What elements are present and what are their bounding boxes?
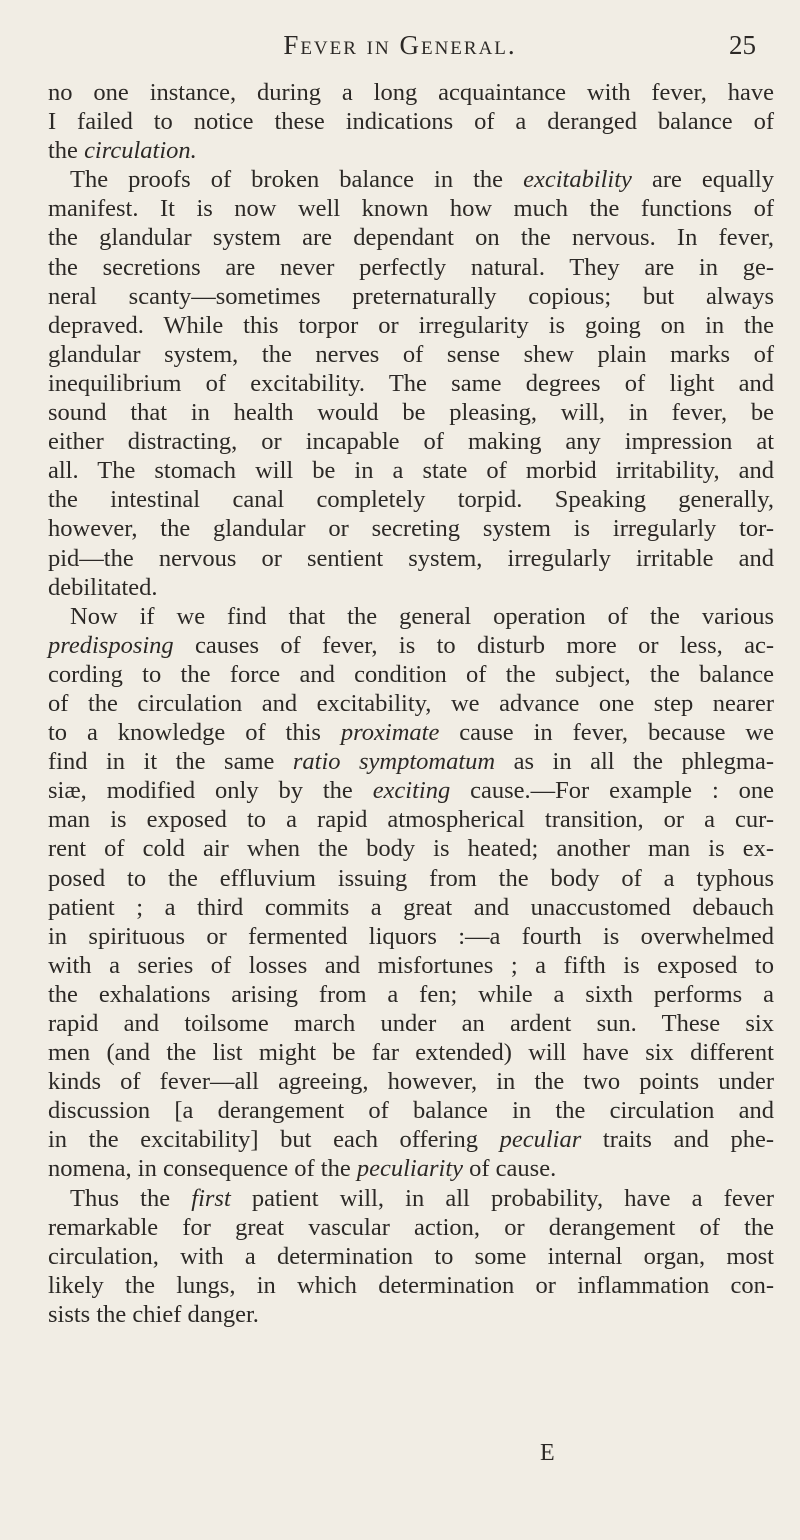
italic-run: excitability xyxy=(523,166,632,194)
text-run: the xyxy=(48,137,85,165)
text-run: nomena, in consequence of the xyxy=(48,1155,357,1183)
text-run: all. The stomach will be in a state of morbid irritability, and xyxy=(48,457,774,485)
text-line xyxy=(48,747,774,776)
text-line xyxy=(48,602,774,631)
text-line xyxy=(48,776,774,805)
text-run: neral scanty—sometimes preternaturally copious; but always xyxy=(48,282,774,310)
text-run: siæ, modified only by the xyxy=(48,777,373,805)
text-line xyxy=(48,398,774,427)
text-line xyxy=(48,340,774,369)
text-run: men (and the list might be far extended) will have six different xyxy=(48,1039,774,1067)
text-run: are equally xyxy=(631,166,774,194)
text-run: cause in fever, because we xyxy=(439,719,774,747)
text-line xyxy=(48,485,774,514)
text-line xyxy=(48,223,774,252)
text-run: to a knowledge of this xyxy=(48,719,341,747)
text-run: in the excitability] but each offering xyxy=(48,1126,500,1154)
text-run: man is exposed to a rapid atmospherical transition, or a cur- xyxy=(48,806,774,834)
text-line xyxy=(48,689,774,718)
text-run: manifest. It is now well known how much the functions of xyxy=(48,195,774,223)
italic-run: peculiar xyxy=(499,1126,582,1154)
text-run: causes of fever, is to disturb more or less, ac- xyxy=(173,631,774,659)
text-line xyxy=(48,456,774,485)
text-run: in spirituous or fermented liquors :—a fourth is overwhelmed xyxy=(48,922,774,950)
text-line xyxy=(48,427,774,456)
text-run: sound that in health would be pleasing, will, in fever, be xyxy=(48,399,774,427)
text-line xyxy=(48,718,774,747)
text-run: inequilibrium of excitability. The same degrees of light and xyxy=(48,369,774,397)
text-line xyxy=(48,893,774,922)
text-run: no one instance, during a long acquaintance with fever, have xyxy=(48,79,774,106)
text-run: patient will, in all probability, have a fever xyxy=(230,1184,775,1212)
text-run: either distracting, or incapable of making any impression at xyxy=(48,428,774,456)
text-line xyxy=(48,1213,774,1242)
text-run: posed to the effluvium issuing from the body of a typhous xyxy=(48,864,774,892)
text-run: depraved. While this torpor or irregularity is going on in the xyxy=(48,311,774,339)
text-line xyxy=(48,922,774,951)
italic-run: first xyxy=(191,1184,231,1212)
text-run: the exhalations arising from a fen; while a sixth performs a xyxy=(48,980,774,1008)
text-line xyxy=(48,1096,774,1125)
text-run: of the circulation and excitability, we advance one step nearer xyxy=(48,689,774,717)
text-line xyxy=(48,864,774,893)
text-line xyxy=(48,951,774,980)
text-run: The proofs of broken balance in the xyxy=(70,166,524,194)
text-line xyxy=(48,980,774,1009)
text-line xyxy=(48,194,774,223)
body-text xyxy=(48,78,774,1329)
text-line xyxy=(48,1154,774,1183)
text-run: Thus the xyxy=(70,1184,192,1212)
paragraph xyxy=(48,602,774,1184)
text-line xyxy=(48,1038,774,1067)
text-run: as in all the phlegma- xyxy=(495,748,774,776)
text-run: remarkable for great vascular action, or derangement of the xyxy=(48,1213,774,1241)
text-line xyxy=(48,165,774,194)
text-line xyxy=(48,1009,774,1038)
text-run: with a series of losses and misfortunes ; a fifth is exposed to xyxy=(48,951,774,979)
text-run: cording to the force and condition of the subject, the balance xyxy=(48,660,774,688)
text-line xyxy=(48,1271,774,1300)
text-run: the secretions are never perfectly natural. They are in ge- xyxy=(48,253,774,281)
text-line xyxy=(48,282,774,311)
text-run: I failed to notice these indications of a deranged balance of xyxy=(48,108,774,136)
italic-run: ratio symptomatum xyxy=(292,748,496,776)
text-run: of cause. xyxy=(463,1155,557,1183)
text-line xyxy=(48,107,774,136)
italic-run: exciting xyxy=(372,777,451,805)
text-run: traits and phe- xyxy=(581,1126,774,1154)
text-line xyxy=(48,311,774,340)
running-head xyxy=(0,30,800,70)
italic-run: predisposing xyxy=(48,631,174,659)
page-number: 25 xyxy=(729,30,756,60)
text-run: likely the lungs, in which determination or inflammation con- xyxy=(48,1271,774,1299)
text-line xyxy=(48,631,774,660)
text-line xyxy=(48,514,774,543)
text-line xyxy=(48,544,774,573)
text-run: the glandular system are dependant on the nervous. In fever, xyxy=(48,224,774,252)
text-line xyxy=(48,78,774,107)
italic-run: circulation. xyxy=(84,137,197,165)
text-run: cause.—For example : one xyxy=(450,777,775,805)
running-title: Fever in General. xyxy=(283,30,517,60)
text-run: find in it the same xyxy=(48,748,293,776)
text-run: patient ; a third commits a great and unaccustomed debauch xyxy=(48,893,774,921)
text-run: pid—the nervous or sentient system, irregularly irritable and xyxy=(48,544,774,572)
text-run: circulation, with a determination to some internal organ, most xyxy=(48,1242,774,1270)
text-line xyxy=(48,660,774,689)
text-line xyxy=(48,805,774,834)
signature-mark: E xyxy=(540,1440,555,1466)
text-run: glandular system, the nerves of sense shew plain marks of xyxy=(48,340,774,368)
italic-run: proximate xyxy=(340,719,440,747)
text-run: the intestinal canal completely torpid. Speaking generally, xyxy=(48,486,774,514)
paragraph xyxy=(48,165,774,601)
text-line xyxy=(48,1125,774,1154)
text-run: sists the chief danger. xyxy=(48,1300,259,1328)
text-run: rapid and toilsome march under an ardent sun. These six xyxy=(48,1010,774,1037)
paragraph xyxy=(48,78,774,165)
text-run: Now if we find that the general operation of the various xyxy=(70,602,774,630)
text-run: kinds of fever—all agreeing, however, in the two points under xyxy=(48,1068,774,1096)
text-line xyxy=(48,834,774,863)
text-line xyxy=(48,573,774,602)
text-run: discussion [a derangement of balance in the circulation and xyxy=(48,1097,774,1125)
text-run: rent of cold air when the body is heated; another man is ex- xyxy=(48,835,774,863)
text-line xyxy=(48,1242,774,1271)
text-line xyxy=(48,136,774,165)
text-run: however, the glandular or secreting system is irregularly tor- xyxy=(48,515,774,543)
text-line xyxy=(48,1300,774,1329)
text-line xyxy=(48,369,774,398)
text-line xyxy=(48,1067,774,1096)
text-line xyxy=(48,253,774,282)
paragraph xyxy=(48,1184,774,1329)
italic-run: peculiarity xyxy=(356,1155,463,1183)
text-run: debilitated. xyxy=(48,573,158,601)
text-line xyxy=(48,1184,774,1213)
